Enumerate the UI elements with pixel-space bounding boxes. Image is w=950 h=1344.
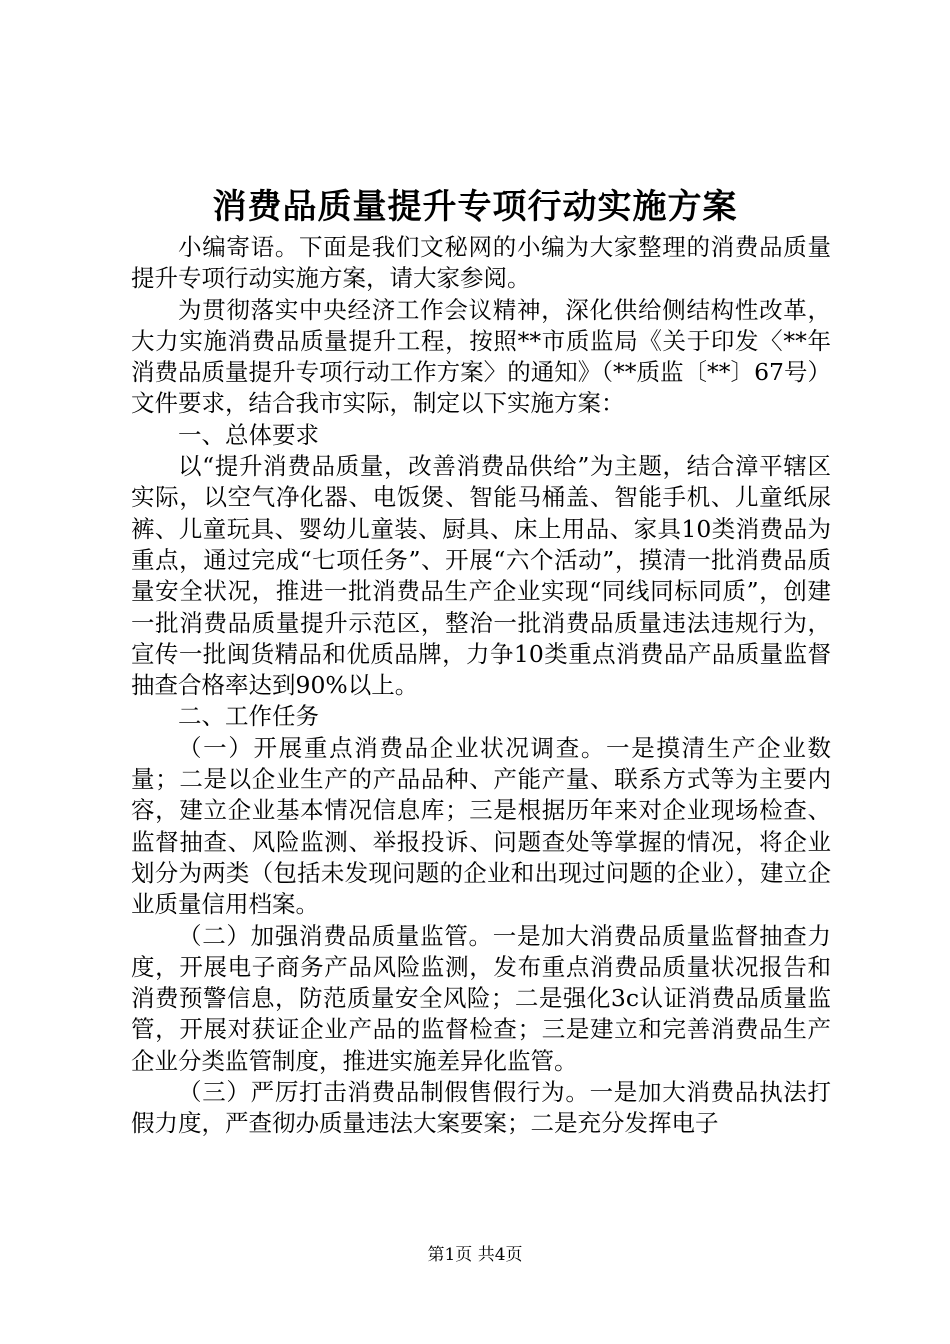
intro-paragraph: 小编寄语。下面是我们文秘网的小编为大家整理的消费品质量提升专项行动实施方案，请大家参阅。 bbox=[131, 233, 831, 293]
document-title: 消费品质量提升专项行动实施方案 bbox=[212, 187, 738, 227]
section1-paragraph: 以“提升消费品质量，改善消费品供给”为主题，结合漳平辖区实际，以空气净化器、电饭煲、智能马桶盖、智能手机、儿童纸尿裤、儿童玩具、婴幼儿童装、厨具、床上用品、家具10类消费品为重点，通过完成“七项任务”、开展“六个活动”，摸清一批消费品质量安全状况，推进一批消费品生产企业实现“同线同标同质”，创建一批消费品质量提升示范区，整治一批消费品质量违法违规行为，宣传一批闽货精品和优质品牌，力争10类重点消费品产品质量监督抽查合格率达到90%以上。 bbox=[131, 452, 831, 700]
task2-paragraph: （二）加强消费品质量监管。一是加大消费品质量监督抽查力度，开展电子商务产品风险监测，发布重点消费品质量状况报告和消费预警信息，防范质量安全风险；二是强化3c认证消费品质量监管，开展对获证企业产品的监督检查；三是建立和完善消费品生产企业分类监管制度，推进实施差异化监管。 bbox=[131, 921, 831, 1075]
section-heading-work-tasks: 二、工作任务 bbox=[178, 702, 319, 731]
task1-paragraph: （一）开展重点消费品企业状况调查。一是摸清生产企业数量；二是以企业生产的产品品种、产能产量、联系方式等为主要内容，建立企业基本情况信息库；三是根据历年来对企业现场检查、监督抽查、风险监测、举报投诉、问题查处等掌握的情况，将企业划分为两类（包括未发现问题的企业和出现过问题的企业），建立企业质量信用档案。 bbox=[131, 733, 831, 919]
task3-paragraph: （三）严厉打击消费品制假售假行为。一是加大消费品执法打假力度，严查彻办质量违法大案要案；二是充分发挥电子 bbox=[131, 1078, 831, 1138]
section-heading-general-requirements: 一、总体要求 bbox=[178, 420, 319, 449]
document-body bbox=[131, 232, 831, 1140]
preface-paragraph: 为贯彻落实中央经济工作会议精神，深化供给侧结构性改革，大力实施消费品质量提升工程，按照**市质监局《关于印发〈**年消费品质量提升专项行动工作方案〉的通知》（**质监〔**〕67号）文件要求，结合我市实际，制定以下实施方案： bbox=[131, 295, 831, 418]
page-footer: 第1页 共4页 bbox=[427, 1245, 523, 1265]
